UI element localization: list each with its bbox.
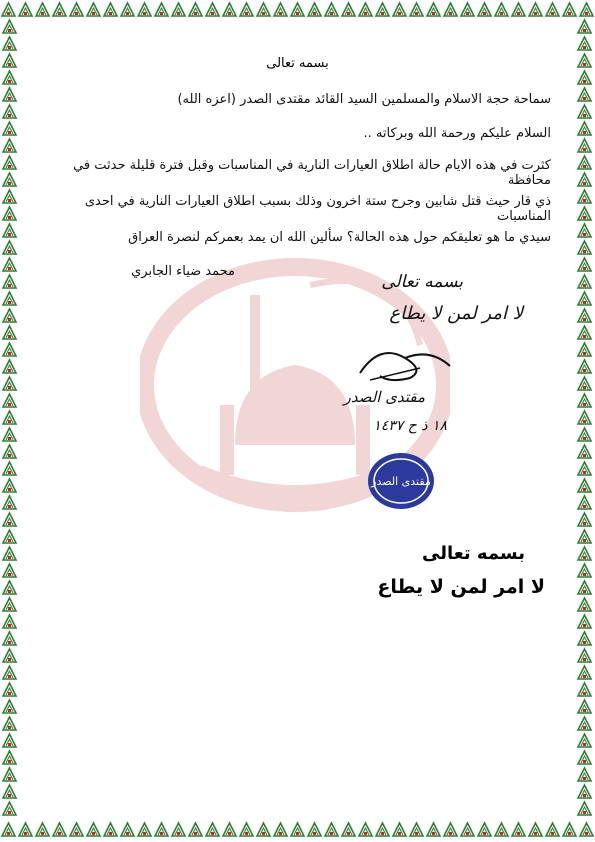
border-ornament-tile <box>3 394 16 407</box>
border-ornament-tile <box>393 3 406 16</box>
border-ornament-tile <box>393 823 406 836</box>
border-ornament-tile <box>578 581 591 594</box>
border-ornament-tile <box>172 823 185 836</box>
border-ornament-tile <box>274 3 287 16</box>
letter-body-line: سيدي ما هو تعليقكم حول هذه الحالة؟ سألين الله ان يمد بعمركم لنصرة العراق <box>128 230 551 245</box>
border-ornament-tile <box>3 428 16 441</box>
border-ornament-tile <box>578 224 591 237</box>
border-ornament-tile <box>3 649 16 662</box>
border-ornament-tile <box>3 564 16 577</box>
border-ornament-tile <box>578 88 591 101</box>
handwritten-signature-mark <box>350 338 460 388</box>
border-ornament-tile <box>138 3 151 16</box>
border-ornament-tile <box>3 530 16 543</box>
border-ornament-tile <box>240 823 253 836</box>
border-ornament-tile <box>578 258 591 271</box>
letter-signature: محمد ضياء الجابري <box>131 264 235 279</box>
border-ornament-tile <box>3 20 16 33</box>
border-ornament-tile <box>3 173 16 186</box>
border-ornament-tile <box>3 190 16 203</box>
border-ornament-tile <box>578 173 591 186</box>
border-ornament-tile <box>546 3 559 16</box>
border-ornament-tile <box>376 823 389 836</box>
border-ornament-tile <box>410 3 423 16</box>
border-ornament-tile <box>3 139 16 152</box>
handwritten-signer: مقتدى الصدر <box>343 388 425 406</box>
border-ornament-tile <box>3 207 16 220</box>
border-ornament-tile <box>578 547 591 560</box>
border-ornament-tile <box>578 156 591 169</box>
handwritten-date: ١٨ ذ ح ١٤٣٧ <box>373 418 447 434</box>
border-ornament-tile <box>578 479 591 492</box>
handwritten-title: بسمه تعالى <box>381 272 463 292</box>
border-ornament-tile <box>240 3 253 16</box>
border-ornament-tile <box>3 598 16 611</box>
border-ornament-tile <box>461 3 474 16</box>
border-ornament-tile <box>223 823 236 836</box>
border-ornament-tile <box>578 190 591 203</box>
border-ornament-tile <box>3 700 16 713</box>
border-ornament-tile <box>578 598 591 611</box>
letter-greeting: السلام عليكم ورحمة الله وبركاته .. <box>363 126 551 141</box>
border-ornament-tile <box>578 717 591 730</box>
border-ornament-tile <box>19 823 32 836</box>
border-ornament-tile <box>36 3 49 16</box>
border-ornament-tile <box>563 3 576 16</box>
border-ornament-tile <box>53 3 66 16</box>
border-ornament-tile <box>3 768 16 781</box>
border-ornament-tile <box>512 823 525 836</box>
border-ornament-tile <box>461 823 474 836</box>
border-ornament-tile <box>257 3 270 16</box>
border-ornament-tile <box>308 823 321 836</box>
border-ornament-tile <box>578 683 591 696</box>
border-ornament-tile <box>3 445 16 458</box>
border-ornament-tile <box>478 3 491 16</box>
border-ornament-tile <box>546 823 559 836</box>
border-ornament-tile <box>578 751 591 764</box>
border-ornament-tile <box>3 581 16 594</box>
border-ornament-tile <box>257 823 270 836</box>
border-ornament-tile <box>578 309 591 322</box>
border-ornament-tile <box>104 3 117 16</box>
border-ornament-tile <box>87 823 100 836</box>
border-ornament-tile <box>578 360 591 373</box>
border-ornament-tile <box>87 3 100 16</box>
border-ornament-tile <box>3 377 16 390</box>
border-ornament-tile <box>578 700 591 713</box>
border-ornament-tile <box>578 513 591 526</box>
border-ornament-tile <box>495 823 508 836</box>
border-ornament-tile <box>70 823 83 836</box>
border-ornament-tile <box>578 411 591 424</box>
border-ornament-tile <box>3 717 16 730</box>
border-ornament-tile <box>3 411 16 424</box>
border-ornament-tile <box>578 343 591 356</box>
border-ornament-tile <box>3 666 16 679</box>
border-ornament-tile <box>3 156 16 169</box>
border-ornament-tile <box>578 275 591 288</box>
border-ornament-tile <box>578 462 591 475</box>
border-ornament-tile <box>578 734 591 747</box>
reply-text: لا امر لمن لا يطاع <box>377 576 545 598</box>
border-ornament-tile <box>3 258 16 271</box>
border-ornament-tile <box>3 360 16 373</box>
border-ornament-tile <box>578 649 591 662</box>
border-ornament-tile <box>3 292 16 305</box>
border-ornament-tile <box>325 823 338 836</box>
border-ornament-tile <box>578 139 591 152</box>
border-ornament-tile <box>578 445 591 458</box>
handwritten-reply: لا امر لمن لا يطاع <box>389 303 523 324</box>
border-ornament-tile <box>578 666 591 679</box>
border-ornament-tile <box>578 122 591 135</box>
border-ornament-tile <box>427 823 440 836</box>
border-ornament-tile <box>138 823 151 836</box>
border-ornament-tile <box>512 3 525 16</box>
border-ornament-tile <box>578 496 591 509</box>
border-ornament-tile <box>580 3 593 16</box>
border-ornament-tile <box>3 802 16 815</box>
border-ornament-tile <box>121 3 134 16</box>
border-ornament-tile <box>578 241 591 254</box>
border-ornament-tile <box>53 823 66 836</box>
border-ornament-tile <box>3 326 16 339</box>
letter-body-line: ذي قار حيث قتل شابين وجرح ستة اخرون وذلك بسبب اطلاق العيارات النارية في احدى المناسبات <box>84 194 551 224</box>
border-ornament-tile <box>70 3 83 16</box>
border-ornament-tile <box>578 207 591 220</box>
border-ornament-tile <box>3 683 16 696</box>
border-ornament-tile <box>19 3 32 16</box>
border-ornament-tile <box>3 496 16 509</box>
border-ornament-tile <box>3 547 16 560</box>
border-ornament-tile <box>578 768 591 781</box>
border-ornament-tile <box>3 241 16 254</box>
border-ornament-tile <box>376 3 389 16</box>
border-ornament-tile <box>155 823 168 836</box>
border-ornament-tile <box>578 428 591 441</box>
official-seal <box>366 451 436 511</box>
border-ornament-tile <box>444 3 457 16</box>
border-ornament-tile <box>495 3 508 16</box>
border-ornament-tile <box>3 343 16 356</box>
border-ornament-tile <box>3 513 16 526</box>
border-ornament-tile <box>410 823 423 836</box>
border-ornament-tile <box>3 122 16 135</box>
border-ornament-tile <box>578 105 591 118</box>
border-ornament-tile <box>427 3 440 16</box>
border-ornament-tile <box>342 3 355 16</box>
letter-title: بسمه تعالى <box>266 56 329 71</box>
border-ornament-tile <box>342 823 355 836</box>
border-ornament-tile <box>3 615 16 628</box>
border-ornament-tile <box>155 3 168 16</box>
border-ornament-tile <box>444 823 457 836</box>
border-ornament-tile <box>3 309 16 322</box>
border-ornament-tile <box>578 377 591 390</box>
border-ornament-tile <box>578 326 591 339</box>
border-ornament-tile <box>359 823 372 836</box>
border-ornament-tile <box>291 3 304 16</box>
border-ornament-tile <box>578 785 591 798</box>
border-ornament-tile <box>578 530 591 543</box>
seal-text: مقتدى الصدر <box>371 475 431 488</box>
border-ornament-tile <box>3 462 16 475</box>
border-ornament-tile <box>3 479 16 492</box>
border-ornament-tile <box>529 3 542 16</box>
border-ornament-tile <box>3 632 16 645</box>
border-ornament-tile <box>578 394 591 407</box>
border-ornament-tile <box>36 823 49 836</box>
border-ornament-tile <box>325 3 338 16</box>
border-ornament-tile <box>172 3 185 16</box>
border-ornament-tile <box>2 3 15 16</box>
border-ornament-tile <box>2 823 15 836</box>
border-ornament-tile <box>529 823 542 836</box>
border-ornament-tile <box>3 734 16 747</box>
letter-address: سماحة حجة الاسلام والمسلمين السيد القائد مقتدى الصدر (اعزه الله) <box>177 92 551 107</box>
border-ornament-tile <box>3 37 16 50</box>
border-ornament-tile <box>189 823 202 836</box>
border-ornament-tile <box>3 105 16 118</box>
border-ornament-tile <box>578 564 591 577</box>
border-ornament-tile <box>121 823 134 836</box>
border-ornament-tile <box>578 20 591 33</box>
border-ornament-tile <box>359 3 372 16</box>
border-ornament-tile <box>3 71 16 84</box>
border-ornament-tile <box>3 275 16 288</box>
border-ornament-tile <box>3 785 16 798</box>
border-ornament-tile <box>580 823 593 836</box>
reply-title: بسمه تعالى <box>422 543 525 564</box>
border-ornament-tile <box>478 823 491 836</box>
border-ornament-tile <box>578 632 591 645</box>
border-ornament-tile <box>578 71 591 84</box>
border-ornament-tile <box>189 3 202 16</box>
border-ornament-tile <box>291 823 304 836</box>
border-ornament-tile <box>3 751 16 764</box>
border-ornament-tile <box>3 224 16 237</box>
border-ornament-tile <box>223 3 236 16</box>
border-ornament-tile <box>563 823 576 836</box>
border-ornament-tile <box>578 292 591 305</box>
border-ornament-tile <box>578 802 591 815</box>
border-ornament-tile <box>578 615 591 628</box>
border-ornament-tile <box>104 823 117 836</box>
letter-body-line: كثرت في هذه الايام حالة اطلاق العيارات النارية في المناسبات وقبل فترة قليلة حدثت في محافظة <box>73 158 551 188</box>
border-ornament-tile <box>274 823 287 836</box>
border-ornament-tile <box>578 37 591 50</box>
border-ornament-tile <box>206 3 219 16</box>
border-ornament-tile <box>206 823 219 836</box>
border-ornament-tile <box>308 3 321 16</box>
border-ornament-tile <box>3 88 16 101</box>
